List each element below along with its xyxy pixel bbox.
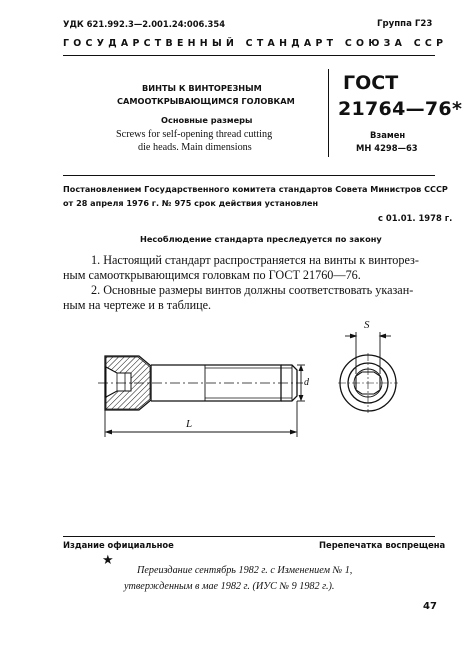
- title-ru-line1: ВИНТЫ К ВИНТОРЕЗНЫМ: [142, 83, 262, 93]
- star-mark: ★: [102, 552, 114, 567]
- label-d: d: [304, 377, 309, 388]
- group-code: Группа Г23: [377, 19, 433, 29]
- paragraph-1-line1: 1. Настоящий стандарт распространяется на винты к винторез-: [91, 253, 419, 267]
- official-edition: Издание официальное: [63, 540, 174, 550]
- paragraph-1-line2: ным самооткрывающимся головкам по ГОСТ 21760—76.: [63, 268, 361, 282]
- reissue-line2: утвержденным в мае 1982 г. (ИУС № 9 1982 г.).: [124, 581, 335, 592]
- label-L: L: [186, 418, 193, 430]
- reissue-line1: Переиздание сентябрь 1982 г. с Изменением № 1,: [137, 565, 353, 576]
- title-ru-line2: САМООТКРЫВАЮЩИМСЯ ГОЛОВКАМ: [117, 96, 295, 106]
- standard-banner: ГОСУДАРСТВЕННЫЙ СТАНДАРТ СОЮЗА ССР: [63, 38, 448, 49]
- gost-label: ГОСТ: [343, 72, 399, 94]
- screw-end-view: [338, 353, 398, 413]
- paragraph-2-line1: 2. Основные размеры винтов должны соответствовать указан-: [91, 283, 414, 297]
- page-number: 47: [423, 601, 437, 612]
- gost-number: 21764—76*: [338, 98, 463, 120]
- paragraph-2-line2: ным на чертеже и в таблице.: [63, 298, 212, 312]
- law-warning: Несоблюдение стандарта преследуется по закону: [140, 234, 382, 244]
- reprint-prohibited: Перепечатка воспрещена: [319, 540, 446, 550]
- replaces-label: Взамен: [370, 130, 406, 140]
- decree-line1: Постановлением Государственного комитета стандартов Совета Министров СССР: [63, 184, 448, 194]
- title-en-line2: die heads. Main dimensions: [138, 142, 252, 153]
- decree-line2: от 28 апреля 1976 г. № 975 срок действия установлен: [63, 198, 319, 208]
- replaces-value: МН 4298—63: [356, 143, 418, 153]
- footer-rule: [63, 536, 435, 537]
- label-S: S: [364, 319, 370, 331]
- subtitle-ru: Основные размеры: [161, 115, 253, 125]
- title-en-line1: Screws for self-opening thread cutting: [116, 129, 273, 140]
- effective-date: с 01.01. 1978 г.: [378, 213, 453, 223]
- udk-code: УДК 621.992.3—2.001.24:006.354: [63, 19, 226, 29]
